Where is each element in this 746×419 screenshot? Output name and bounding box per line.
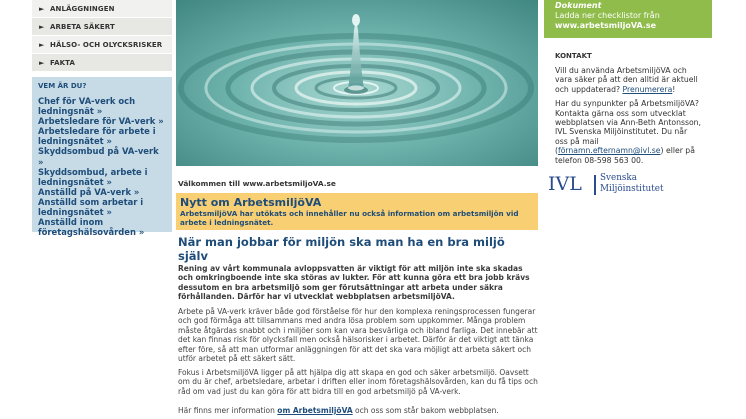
ivl-logo-name (600, 173, 663, 195)
nav-item-label: HÄLSO- OCH OLYCKSRISKER (50, 41, 163, 49)
news-box (176, 193, 538, 230)
body-paragraph: Arbete på VA-verk kräver både god förståelse för hur den komplexa reningsprocessen fungerar och god förmåga att tillsammans med andra lösa problem som uppkommer. Många problem måste åtgärdas snabbt och i miljöer som kan vara besvärliga och ibland farliga. Det innebär att det kan finnas risk för olycksfall men också hälsorisker i arbetet. Därför är det viktigt att tänka efter före, så att man utformar anläggningen för att det ska vara möjligt att arbeta säkert och utför arbetet på ett säkert sätt. (178, 307, 538, 364)
arrow-icon: ► (39, 41, 45, 49)
subscribe-link[interactable]: Prenumerera (622, 84, 673, 94)
document-link[interactable]: www.arbetsmiljoVA.se (555, 21, 657, 30)
nav-item-label: ARBETA SÄKERT (50, 23, 115, 31)
subscribe-text-end: ! (672, 84, 676, 94)
arrow-icon: ► (39, 23, 45, 31)
document-text: Ladda ner checklistor från (555, 11, 660, 20)
arrow-icon: ► (39, 5, 45, 13)
nav-item-anlaggningen[interactable] (32, 0, 172, 18)
about-link[interactable]: om ArbetsmiljöVA (277, 406, 353, 415)
nav-item-label: ANLÄGGNINGEN (50, 5, 115, 13)
role-link-chef[interactable]: Chef för VA-verk och ledningsnät » (38, 96, 136, 117)
role-link-arbetsledare-ledningsnat[interactable]: Arbetsledare för arbete i ledningsnätet » (38, 126, 156, 147)
hero-water-drop-image (176, 0, 538, 166)
feedback-text: Har du synpunkter på ArbetsmiljöVA? Kontakta gärna oss som utvecklat webbplatsen via Ann-Beth Antonsson, IVL Svenska Miljöinstitutet. Du når oss på mail ( (555, 99, 701, 156)
ivl-logo-line1: Svenska (600, 173, 637, 183)
nav-item-label: FAKTA (50, 59, 75, 67)
news-title: Nytt om ArbetsmiljöVA (180, 196, 322, 209)
role-link-foretagshalsovard[interactable]: Anställd inom företagshälsovården » (38, 217, 145, 238)
role-link-anstalld-ledningsnat[interactable]: Anställd som arbetar i ledningsnätet » (38, 196, 144, 218)
feedback-paragraph (555, 99, 701, 165)
welcome-text: Välkommen till www.arbetsmiljoVA.se (178, 179, 336, 188)
ivl-logo-mark: IVL (548, 173, 582, 195)
ivl-logo-divider (594, 175, 596, 195)
body-paragraph: Fokus i ArbetsmiljöVA ligger på att hjälpa dig att skapa en god och säker arbetsmiljö. Oavsett om du är chef, arbetsledare, arbetar i driften eller inom företagshälsovården, kan du få tips och råd om vad just du kan göra för att bidra till en god arbetsmiljö på VA-verk. (178, 368, 538, 396)
subscribe-text: Vill du använda ArbetsmiljöVA och vara säker på att den alltid är aktuell och uppdaterad? (555, 66, 698, 94)
role-link-skyddsombud-va-verk[interactable]: Skyddsombud på VA-verk » (38, 146, 159, 167)
more-info-text-end: och oss som står bakom webbplatsen. (352, 406, 499, 415)
arrow-icon: ► (39, 59, 45, 67)
contact-title: KONTAKT (555, 52, 592, 60)
role-link-skyddsombud-ledningsnat[interactable]: Skyddsombud, arbete i ledningsnätet » (38, 166, 148, 187)
document-download-box[interactable] (544, 0, 712, 38)
ivl-logo-line2: Miljöinstitutet (600, 184, 664, 194)
role-selector-title: VEM ÄR DU? (38, 82, 87, 90)
feedback-text-end: ) eller på telefon 08-598 563 00. (555, 146, 695, 165)
left-navigation (32, 0, 172, 72)
email-link[interactable]: förnamn.efternamn@ivl.se (558, 146, 661, 156)
nav-item-arbeta-sakert[interactable] (32, 18, 172, 36)
nav-item-halso-och-olycksrisker[interactable] (32, 36, 172, 54)
water-drop-illustration (176, 0, 538, 166)
main-headline: När man jobbar för miljön ska man ha en bra miljö själv (178, 235, 505, 263)
role-link-arbetsledare-va-verk[interactable]: Arbetsledare för VA-verk » (38, 116, 164, 127)
more-info-text: Här finns mer information (178, 406, 278, 415)
role-selector-box (32, 77, 172, 238)
intro-paragraph: Rening av vårt kommunala avloppsvatten är viktigt för att miljön inte ska skadas och omkringboende inte ska störas av lukter. För att kunna göra ett bra jobb krävs dessutom en bra arbetsmiljö som ger förutsättningar att arbeta under säkra förhållanden. Därför har vi utvecklat webbplatsen arbetsmiljöVA. (178, 264, 530, 302)
ivl-logo[interactable] (548, 172, 688, 198)
more-info-paragraph (178, 406, 538, 415)
document-title: Dokument (555, 1, 602, 10)
contact-box (544, 50, 712, 165)
role-link-anstalld-va-verk[interactable]: Anställd på VA-verk » (38, 186, 140, 197)
subscribe-paragraph (555, 66, 701, 94)
nav-item-fakta[interactable] (32, 54, 172, 72)
news-body: ArbetsmiljöVA har utökats och innehåller nu också information om arbetsmiljön vid arbete i ledningsnätet. (180, 209, 519, 227)
